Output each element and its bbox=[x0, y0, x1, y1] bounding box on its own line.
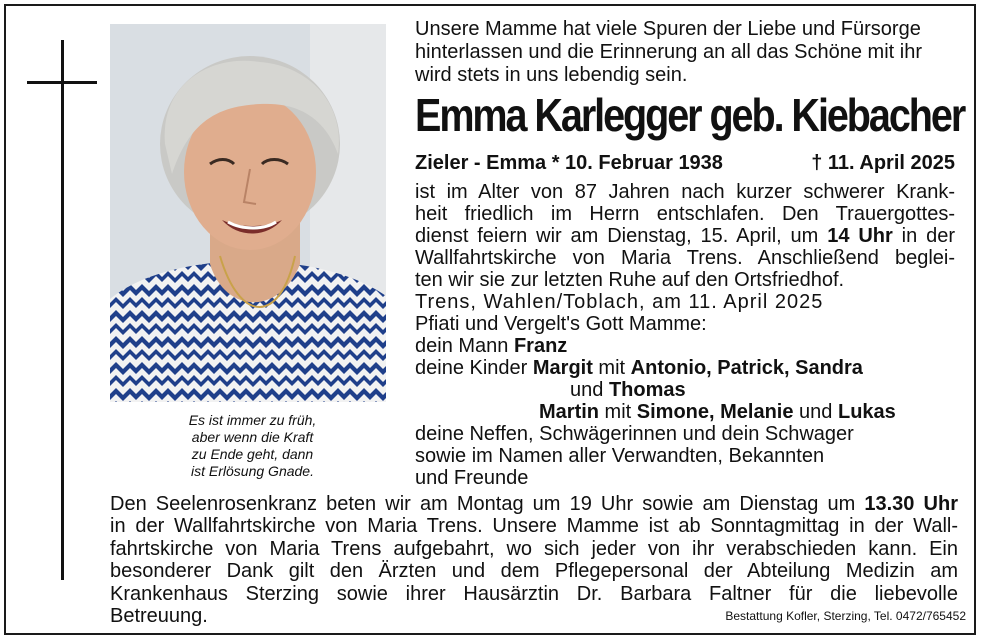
info-line: fahrtskirche von Maria Trens aufgebahrt, wo sich jeder von ihr verabschieden kann. Ein bbox=[110, 537, 958, 560]
intro-text bbox=[415, 18, 955, 87]
husband-name: Franz bbox=[513, 335, 568, 357]
place-date: Trens, Wahlen/Toblach, am 11. April 2025 bbox=[415, 291, 824, 313]
body-text: deine Kinder bbox=[415, 357, 533, 379]
body-text: dienst feiern wir am Dienstag, 15. April, um bbox=[415, 225, 828, 247]
grandchildren-names: Simone, Melanie bbox=[636, 401, 794, 423]
announcement-body bbox=[415, 181, 955, 489]
intro-line: hinterlassen und die Erinnerung an all das Schöne mit ihr bbox=[415, 41, 922, 63]
relatives-line: und Freunde bbox=[415, 467, 529, 489]
farewell-line: Pfiati und Vergelt's Gott Mamme: bbox=[415, 313, 707, 335]
portrait-illustration bbox=[110, 24, 386, 402]
death-date: † 11. April 2025 bbox=[811, 152, 955, 174]
caption-line: zu Ende geht, dann bbox=[191, 446, 314, 462]
funeral-home-contact: Bestattung Kofler, Sterzing, Tel. 0472/765452 bbox=[725, 609, 966, 623]
rosary-info bbox=[110, 493, 958, 627]
info-line: besonderer Dank gilt den Ärzten und dem Pflegepersonal der Abteilung Medizin am bbox=[110, 560, 958, 583]
info-line: Krankenhaus Sterzing sowie ihrer Hausärztin Dr. Barbara Faltner für die liebevolle bbox=[110, 582, 958, 605]
caption-line: Es ist immer zu früh, bbox=[188, 412, 317, 428]
birth-date: Zieler - Emma * 10. Februar 1938 bbox=[415, 152, 723, 174]
children-line bbox=[415, 379, 955, 401]
grandchild-name: Thomas bbox=[608, 379, 686, 401]
husband-line bbox=[415, 335, 955, 357]
service-time: 14 Uhr bbox=[827, 225, 893, 247]
body-text: und bbox=[793, 401, 838, 423]
grandchild-name: Lukas bbox=[837, 401, 896, 423]
body-text: mit bbox=[599, 401, 637, 423]
rosary-time: 13.30 Uhr bbox=[864, 493, 958, 515]
cross-icon-vertical bbox=[61, 40, 64, 580]
body-line bbox=[415, 225, 955, 247]
children-line bbox=[415, 357, 955, 379]
intro-line: wird stets in uns lebendig sein. bbox=[415, 64, 688, 86]
caption-line: aber wenn die Kraft bbox=[191, 429, 314, 445]
caption-quote bbox=[145, 412, 360, 480]
body-line: ten wir sie zur letzten Ruhe auf den Ortsfriedhof. bbox=[415, 269, 845, 291]
relatives-line: sowie im Namen aller Verwandten, Bekannten bbox=[415, 445, 825, 467]
child-name: Margit bbox=[532, 357, 593, 379]
child-name: Martin bbox=[539, 401, 599, 423]
caption-line: ist Erlösung Gnade. bbox=[191, 463, 314, 479]
body-line: ist im Alter von 87 Jahren nach kurzer schwerer Krank- bbox=[415, 181, 955, 203]
intro-line: Unsere Mamme hat viele Spuren der Liebe und Fürsorge bbox=[415, 18, 921, 40]
deceased-name: Emma Karlegger geb. Kiebacher bbox=[415, 89, 965, 141]
body-text: Den Seelenrosenkranz beten wir am Montag um 19 Uhr sowie am Dienstag um bbox=[110, 493, 865, 515]
body-text: dein Mann bbox=[415, 335, 514, 357]
info-line: in der Wallfahrtskirche von Maria Trens. Unsere Mamme ist ab Sonntagmittag in der Wall- bbox=[110, 515, 958, 538]
cross-icon-horizontal bbox=[27, 81, 97, 84]
info-line bbox=[110, 493, 958, 515]
body-line: heit friedlich im Herrn entschlafen. Den Trauergottes- bbox=[415, 203, 955, 225]
relatives-line: deine Neffen, Schwägerinnen und dein Schwager bbox=[415, 423, 854, 445]
body-line: Wallfahrtskirche von Maria Trens. Anschließend beglei- bbox=[415, 247, 955, 269]
children-line bbox=[415, 401, 955, 423]
info-line: Betreuung. bbox=[110, 605, 208, 628]
body-text: und bbox=[570, 379, 609, 401]
body-text: mit bbox=[592, 357, 631, 379]
portrait-photo bbox=[110, 24, 386, 402]
grandchildren-names: Antonio, Patrick, Sandra bbox=[630, 357, 863, 379]
body-text: in der bbox=[892, 225, 955, 247]
